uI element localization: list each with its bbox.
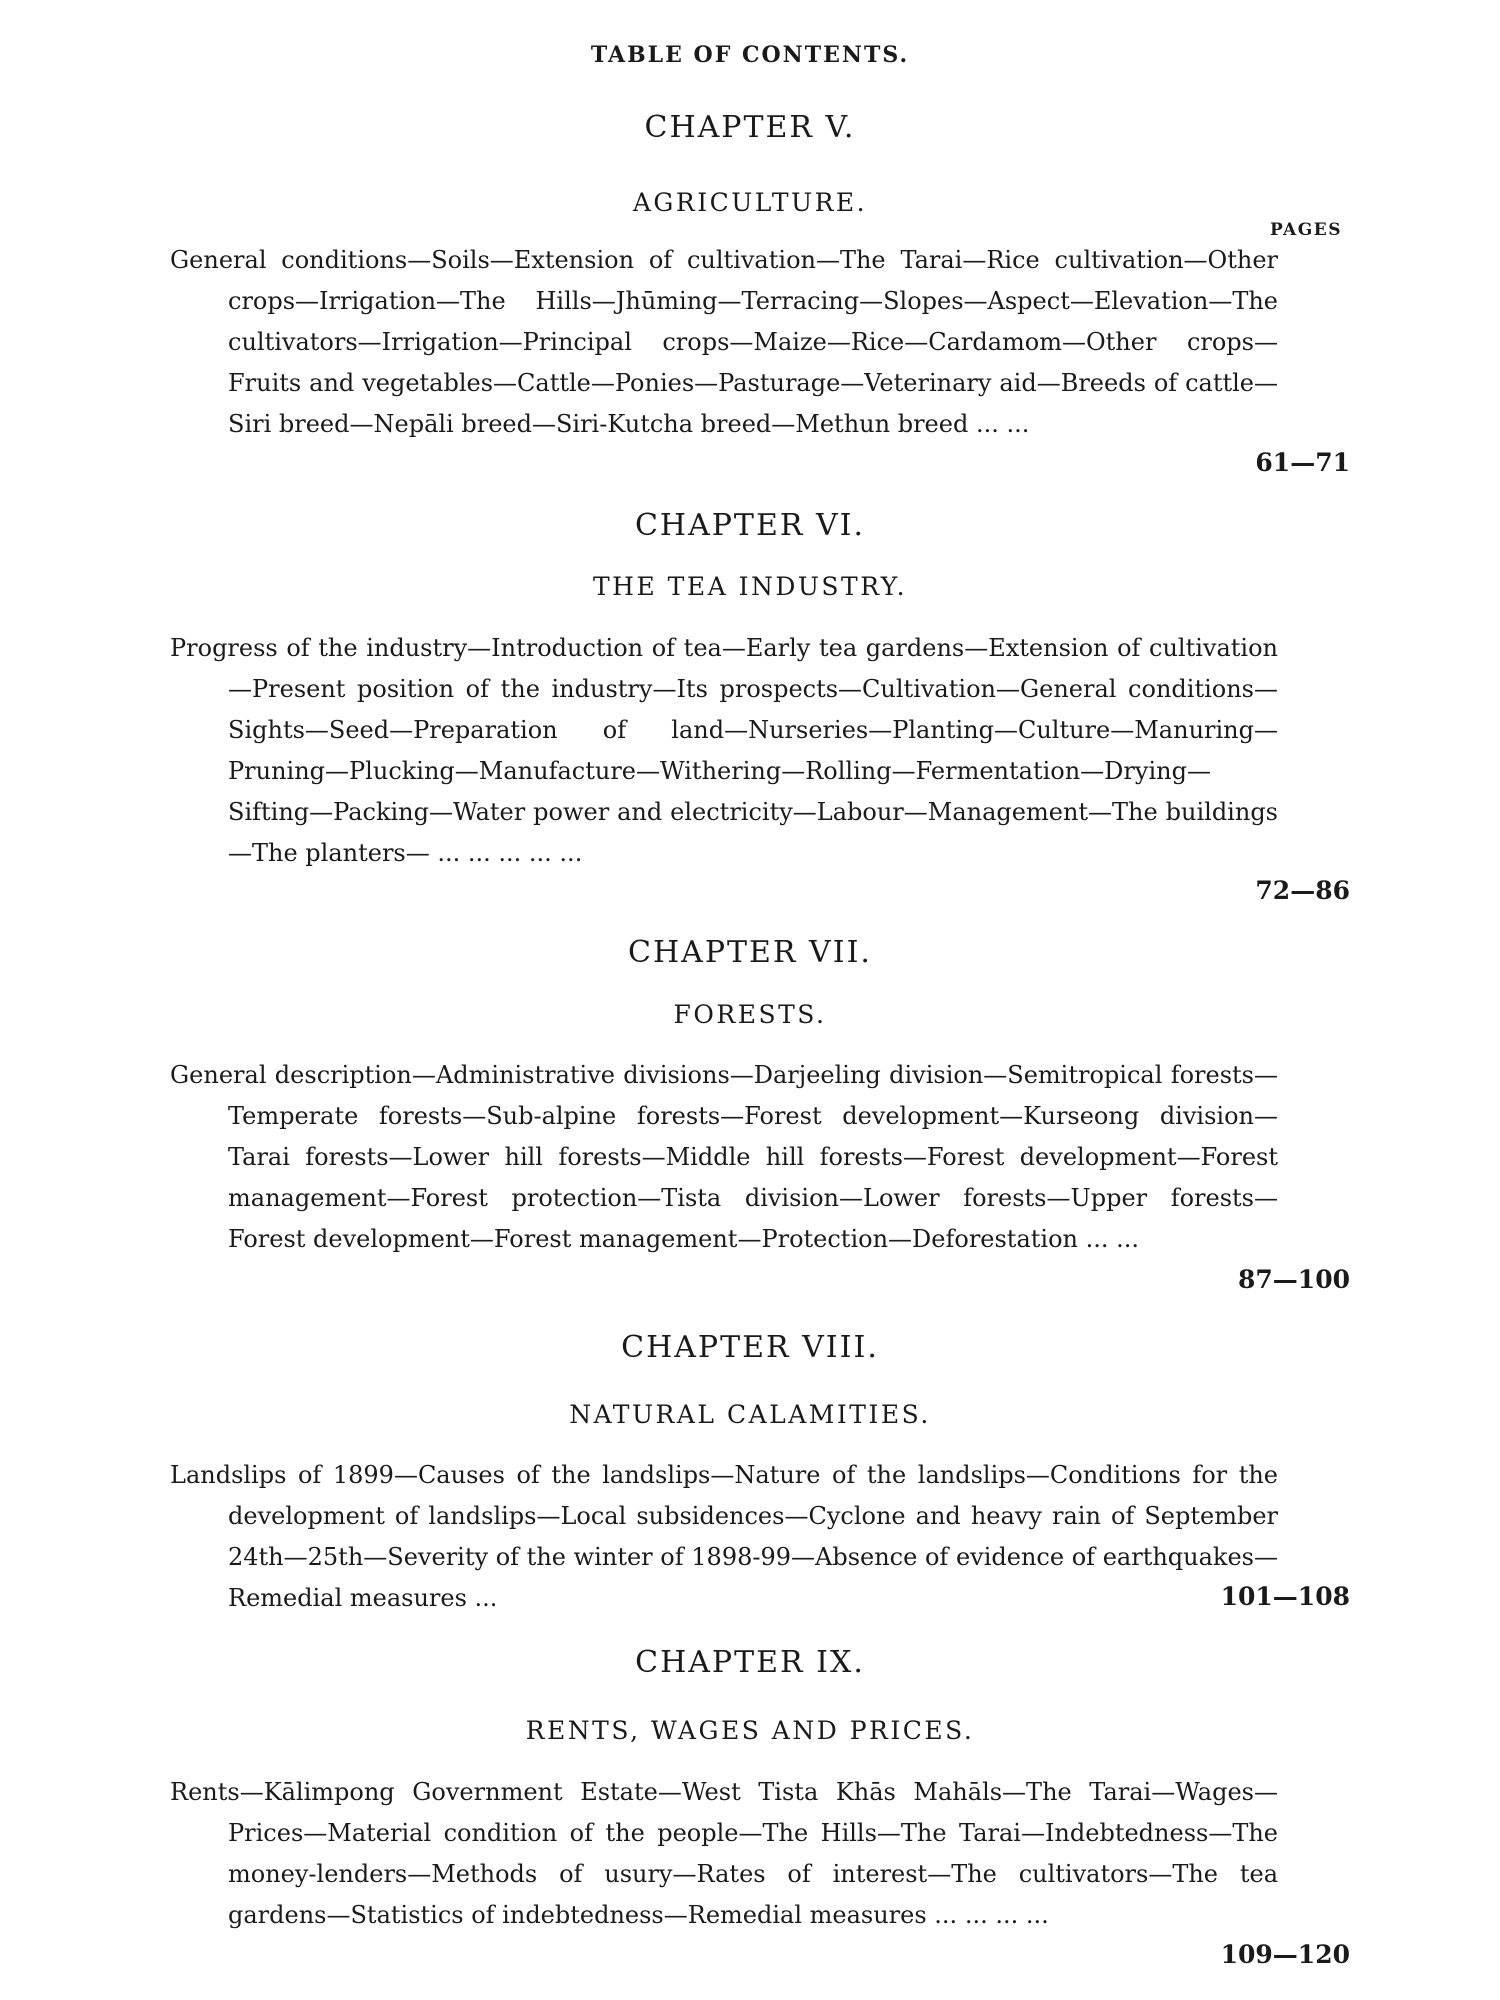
chapter-6-contents: Progress of the industry—Introduction of tea—Early tea gardens—Extension of cultivation—Present position of the industry—Its prospects—Cultivation—General conditions—Sights—Seed—Preparation of land—Nurseries—Planting—Culture—Manuring—Pruning—Plucking—Manufacture—Withering—Rolling—Fermentation—Drying—Sifting—Packing—Water power and electricity—Labour—Management—The buildings—The planters— ... ... ... ... ... [170,634,1278,867]
chapter-6-title: THE TEA INDUSTRY. [592,572,908,601]
chapter-6-pages: 72—86 [1255,876,1350,905]
chapter-5-title: AGRICULTURE. [632,188,868,217]
chapter-9-contents: Rents—Kālimpong Government Estate—West Tista Khās Mahāls—The Tarai—Wages—Prices—Material condition of the people—The Hills—The Tarai—Indebtedness—The money-lenders—Methods of usury—Rates of interest—The cultivators—The tea gardens—Statistics of indebtedness—Remedial measures ... ... ... ... [170,1778,1278,1929]
chapter-7-title: FORESTS. [673,1000,827,1029]
chapter-5-pages: 61—71 [1255,448,1350,477]
chapter-9-title: RENTS, WAGES AND PRICES. [525,1716,975,1745]
chapter-9-pages: 109—120 [1220,1940,1350,1969]
chapter-6-number: CHAPTER VI. [634,508,866,543]
chapter-8-title: NATURAL CALAMITIES. [569,1400,931,1429]
chapter-7-contents: General description—Administrative divisions—Darjeeling division—Semitropical forests—Temperate forests—Sub-alpine forests—Forest development—Kurseong division—Tarai forests—Lower hill forests—Middle hill forests—Forest development—Forest management—Forest protection—Tista division—Lower forests—Upper forests—Forest development—Forest management—Protection—Deforestation ... ... [170,1061,1278,1253]
chapter-8-contents: Landslips of 1899—Causes of the landslips—Nature of the landslips—Conditions for the development of landslips—Local subsidences—Cyclone and heavy rain of September 24th—25th—Severity of the winter of 1898-99—Absence of evidence of earthquakes—Remedial measures ... [170,1461,1278,1612]
chapter-5-number: CHAPTER V. [644,110,856,145]
pages-column-label: PAGES [1270,220,1342,240]
chapter-7-pages: 87—100 [1238,1265,1350,1294]
chapter-8-number: CHAPTER VIII. [621,1330,879,1365]
chapter-7-number: CHAPTER VII. [628,935,872,970]
page-title: TABLE OF CONTENTS. [590,42,910,68]
chapter-8-pages: 101—108 [1220,1582,1350,1611]
chapter-9-number: CHAPTER IX. [635,1645,865,1680]
chapter-5-contents: General conditions—Soils—Extension of cultivation—The Tarai—Rice cultivation—Other crops—Irrigation—The Hills—Jhūming—Terracing—Slopes—Aspect—Elevation—The cultivators—Irrigation—Principal crops—Maize—Rice—Cardamom—Other crops—Fruits and vegetables—Cattle—Ponies—Pasturage—Veterinary aid—Breeds of cattle—Siri breed—Nepāli breed—Siri-Kutcha breed—Methun breed ... ... [170,246,1278,438]
